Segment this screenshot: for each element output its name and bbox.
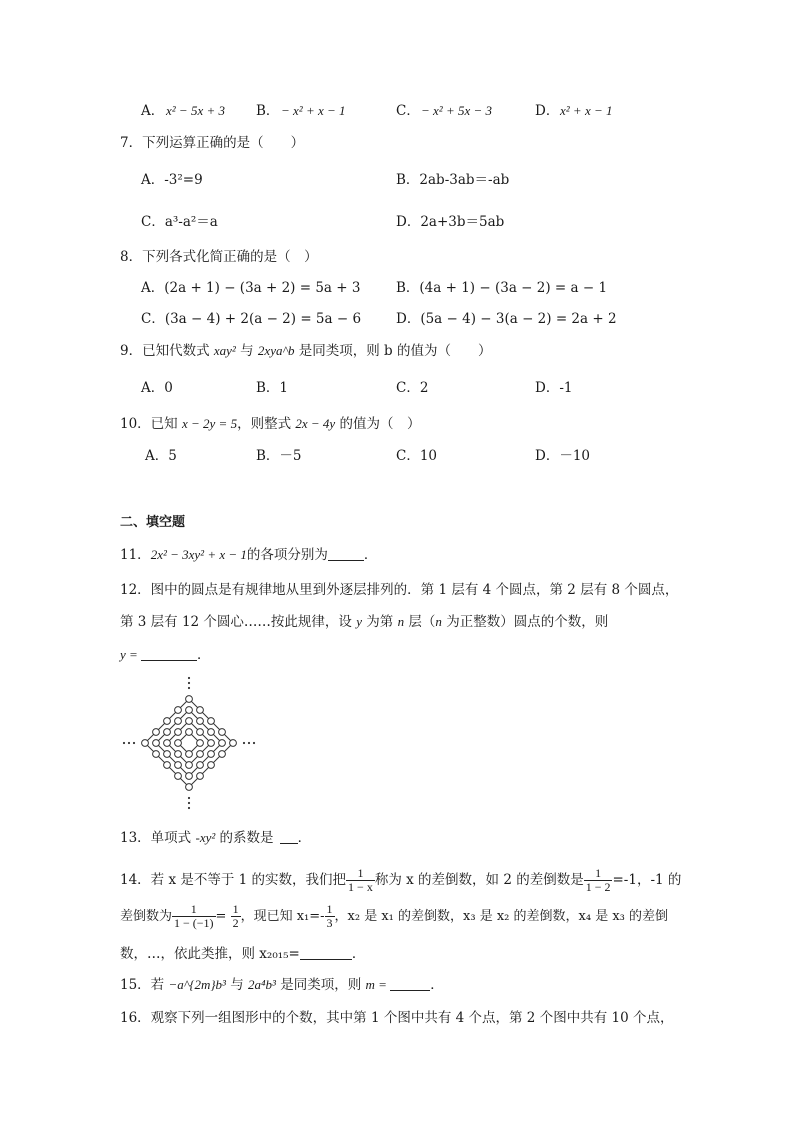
q13-pre: 13．单项式 <box>120 830 196 846</box>
q7-stem-row <box>0 133 794 153</box>
q10-option-c: C．10 <box>396 448 438 464</box>
q13-row <box>0 828 794 848</box>
q15-end: ． <box>430 977 444 993</box>
dot <box>197 762 204 769</box>
dot <box>175 740 182 747</box>
q12-line2-mid: 为第 <box>362 614 398 630</box>
dot <box>153 740 160 747</box>
q14-frac-3-num: 1 <box>172 903 216 917</box>
q14-frac-5-den: 3 <box>326 916 333 930</box>
dot <box>197 740 204 747</box>
q10-stem-mid: ，则整式 <box>237 416 296 432</box>
dot <box>208 729 215 736</box>
q15-text <box>120 975 444 995</box>
q14-frac-4-num: 1 <box>232 902 239 916</box>
q13-answer-blank[interactable] <box>280 829 298 844</box>
q9-stem-mid: 与 <box>235 343 258 359</box>
q7-option-d: D．2a+3b＝5ab <box>396 214 505 230</box>
q9-options <box>0 378 794 398</box>
q9-monomial-1: xay² <box>213 343 236 358</box>
q16-row <box>0 1008 794 1028</box>
q14-line1 <box>120 866 681 894</box>
q6-c-label: C． <box>396 103 420 119</box>
q12-line1: 12．图中的圆点是有规律地从里到外逐层排列的．第 1 层有 4 个圆点，第 2 层有 8 个圆点， <box>120 582 679 598</box>
q12-var-y: y <box>356 614 363 629</box>
q14-frac-2-den: 1 − 2 <box>585 880 611 894</box>
dot <box>197 773 204 780</box>
ellipsis-dot <box>123 742 125 744</box>
q6-d-label: D． <box>535 103 560 119</box>
q8-stem-row <box>0 247 794 267</box>
q12-line1-row <box>0 580 794 600</box>
q9-option-b: B．1 <box>256 380 289 396</box>
q9-option-c: C．2 <box>396 380 429 396</box>
q10-stem-post: 的值为（ ） <box>335 416 421 432</box>
dot <box>219 740 226 747</box>
q9-stem-post: 是同类项，则 b 的值为（ ） <box>294 343 492 359</box>
ellipsis-dot <box>243 742 245 744</box>
ellipsis-dot <box>188 677 190 679</box>
dot <box>230 740 237 747</box>
q13-expression: -xy² <box>195 830 216 845</box>
q14-frac-5-num: 1 <box>326 902 333 916</box>
dot <box>142 740 149 747</box>
diamond-layer-2 <box>167 721 211 765</box>
q11-row <box>0 545 794 565</box>
q11-end: ． <box>363 547 378 563</box>
dot <box>175 729 182 736</box>
q14-frac-4-den: 2 <box>232 916 239 930</box>
q14-frac-1-den: 1 − x <box>348 880 373 894</box>
q8-option-d: D．(5a − 4) − 3(a − 2) = 2a + 2 <box>396 311 617 327</box>
dot <box>153 729 160 736</box>
q11-num: 11． <box>120 547 151 563</box>
dot <box>186 696 193 703</box>
q15-monomial-1: −a^{2m}b³ <box>168 977 226 992</box>
q15-mid: 与 <box>225 977 249 993</box>
q12-line3-row <box>0 645 794 665</box>
q10-stem <box>120 414 420 434</box>
dot <box>175 773 182 780</box>
section-heading-row <box>0 513 794 533</box>
q12-var-n: n <box>397 614 405 629</box>
q15-monomial-2: 2a⁴b³ <box>248 977 276 992</box>
q12-end: ． <box>197 647 211 663</box>
dot <box>164 751 171 758</box>
q14-frac-4 <box>231 903 241 930</box>
q14-l2-post: ，x₂ 是 x₁ 的差倒数，x₃ 是 x₂ 的差倒数，x₄ 是 x₃ 的差倒 <box>334 909 668 924</box>
dot <box>175 762 182 769</box>
ellipsis-dot <box>188 802 190 804</box>
q12-var-n2: n <box>435 614 442 629</box>
dot <box>175 718 182 725</box>
q7-option-b: B．2ab-3ab＝-ab <box>396 172 510 188</box>
dot <box>175 751 182 758</box>
dot <box>186 762 193 769</box>
q9-stem-pre: 9．已知代数式 <box>120 343 214 359</box>
q7-options-cd <box>0 212 794 232</box>
q14-frac-3 <box>172 903 216 930</box>
dot <box>164 729 171 736</box>
q14-frac-3-den: 1 − (−1) <box>174 916 214 930</box>
q12-line2-mid2: 层（ <box>404 614 436 630</box>
q12-dot-diagram <box>122 676 256 810</box>
q14-l1-pre: 14．若 x 是不等于 1 的实数，我们把 <box>120 872 347 888</box>
q12-y-eq: y = <box>120 647 142 662</box>
dot <box>208 718 215 725</box>
dot <box>164 718 171 725</box>
q10-condition: x − 2y = 5 <box>181 416 238 431</box>
q10-option-d: D．－10 <box>535 448 591 464</box>
q14-line2 <box>120 903 668 931</box>
q11-body: 的各项分别为 <box>246 547 328 563</box>
q8-options-cd <box>0 309 794 329</box>
dot <box>164 762 171 769</box>
q7-stem: 7．下列运算正确的是（ ） <box>120 135 305 151</box>
q13-end: ． <box>297 830 312 846</box>
q11-expression: 2x² − 3xy² + x − 1 <box>150 547 247 562</box>
q7-option-c: C．a³-a²＝a <box>141 214 218 230</box>
q14-end: ． <box>351 946 366 962</box>
q10-stem-row <box>0 414 794 434</box>
q12-line2-row <box>0 612 794 632</box>
q8-option-a: A．(2a + 1) − (3a + 2) = 5a + 3 <box>141 280 361 296</box>
q10-expression: 2x − 4y <box>295 416 336 431</box>
dot <box>197 751 204 758</box>
ellipsis-dot <box>188 807 190 809</box>
q14-frac-1 <box>346 867 375 894</box>
q12-line3 <box>120 645 211 665</box>
q7-option-a: A．-3²=9 <box>141 172 203 188</box>
ellipsis-dot <box>188 687 190 689</box>
dot <box>186 707 193 714</box>
dot <box>164 740 171 747</box>
q6-c-expr: − x² + 5x − 3 <box>421 103 493 118</box>
q6-b-expr: − x² + x − 1 <box>281 103 346 118</box>
q8-option-c: C．(3a − 4) + 2(a − 2) = 5a − 6 <box>141 311 362 327</box>
dot <box>175 707 182 714</box>
dot <box>208 762 215 769</box>
q14-l2-eq: = <box>215 909 231 924</box>
q13-post: 的系数是 <box>215 830 274 846</box>
q15-row <box>0 975 794 995</box>
dot <box>186 773 193 780</box>
dot <box>186 729 193 736</box>
q8-stem: 8．下列各式化简正确的是（ ） <box>120 249 318 265</box>
q14-line3-row <box>0 944 794 964</box>
q14-l2-pre: 差倒数为 <box>120 909 173 924</box>
dot <box>197 707 204 714</box>
q14-frac-2-num: 1 <box>584 867 613 881</box>
q6-a-label: A． <box>141 103 165 119</box>
dot <box>219 751 226 758</box>
dot <box>186 784 193 791</box>
q10-option-a: A．5 <box>145 448 177 464</box>
q10-options <box>0 446 794 466</box>
q9-monomial-2: 2xya^b <box>257 343 295 358</box>
q14-answer-blank[interactable] <box>300 945 352 960</box>
q15-m-eq: m = <box>365 977 391 992</box>
dot <box>208 751 215 758</box>
ellipsis-dot <box>128 742 130 744</box>
section-heading: 二、填空题 <box>120 515 186 530</box>
q8-options-ab <box>0 278 794 298</box>
q14-frac-1-num: 1 <box>346 867 375 881</box>
q6-options <box>0 101 794 121</box>
q12-line2 <box>120 612 608 632</box>
q10-option-b: B．－5 <box>256 448 302 464</box>
q6-b-label: B． <box>256 103 280 119</box>
q14-frac-5 <box>325 903 335 930</box>
ellipsis-dot <box>133 742 135 744</box>
q11-answer-blank[interactable] <box>328 546 364 561</box>
q7-options-ab <box>0 170 794 190</box>
dot <box>153 751 160 758</box>
q12-line2-post: 为正整数）圆点的个数，则 <box>441 614 609 630</box>
q9-stem-row <box>0 341 794 361</box>
ellipsis-dot <box>188 797 190 799</box>
q6-a-expr: x² − 5x + 3 <box>166 103 225 118</box>
q14-l1-post: =-1，-1 的 <box>612 872 682 888</box>
q9-option-d: D．-1 <box>535 380 573 396</box>
q14-l3: 数，…，依此类推，则 x₂₀₁₅= <box>120 946 300 962</box>
dot <box>208 740 215 747</box>
q12-answer-blank[interactable] <box>141 646 197 661</box>
q10-stem-pre: 10．已知 <box>120 416 182 432</box>
dot <box>197 729 204 736</box>
q11-text <box>120 545 377 565</box>
q14-line2-row <box>0 903 794 931</box>
q16-text: 16．观察下列一组图形中的个数，其中第 1 个图中共有 4 个点，第 2 个图中共有 10 个点， <box>120 1010 674 1026</box>
ellipsis-dot <box>248 742 250 744</box>
q14-line3 <box>120 944 365 964</box>
dot <box>197 718 204 725</box>
q9-stem <box>120 341 491 361</box>
q15-post: 是同类项，则 <box>275 977 366 993</box>
q14-line1-row <box>0 866 794 894</box>
q6-d-expr: x² + x − 1 <box>560 103 613 118</box>
q15-answer-blank[interactable] <box>390 976 430 991</box>
q15-pre: 15．若 <box>120 977 169 993</box>
q13-text <box>120 828 311 848</box>
dot <box>186 718 193 725</box>
ellipsis-dot <box>188 682 190 684</box>
q8-option-b: B．(4a + 1) − (3a − 2) = a − 1 <box>396 280 608 296</box>
dot <box>219 729 226 736</box>
q9-option-a: A．0 <box>141 380 173 396</box>
ellipsis-dot <box>253 742 255 744</box>
q12-line2-pre: 第 3 层有 12 个圆心……按此规律，设 <box>120 614 357 630</box>
q14-l2-mid: ，现已知 x₁=- <box>240 909 325 924</box>
q14-frac-2 <box>584 867 613 894</box>
q14-l1-mid: 称为 x 的差倒数，如 2 的差倒数是 <box>374 872 584 888</box>
dot <box>186 751 193 758</box>
